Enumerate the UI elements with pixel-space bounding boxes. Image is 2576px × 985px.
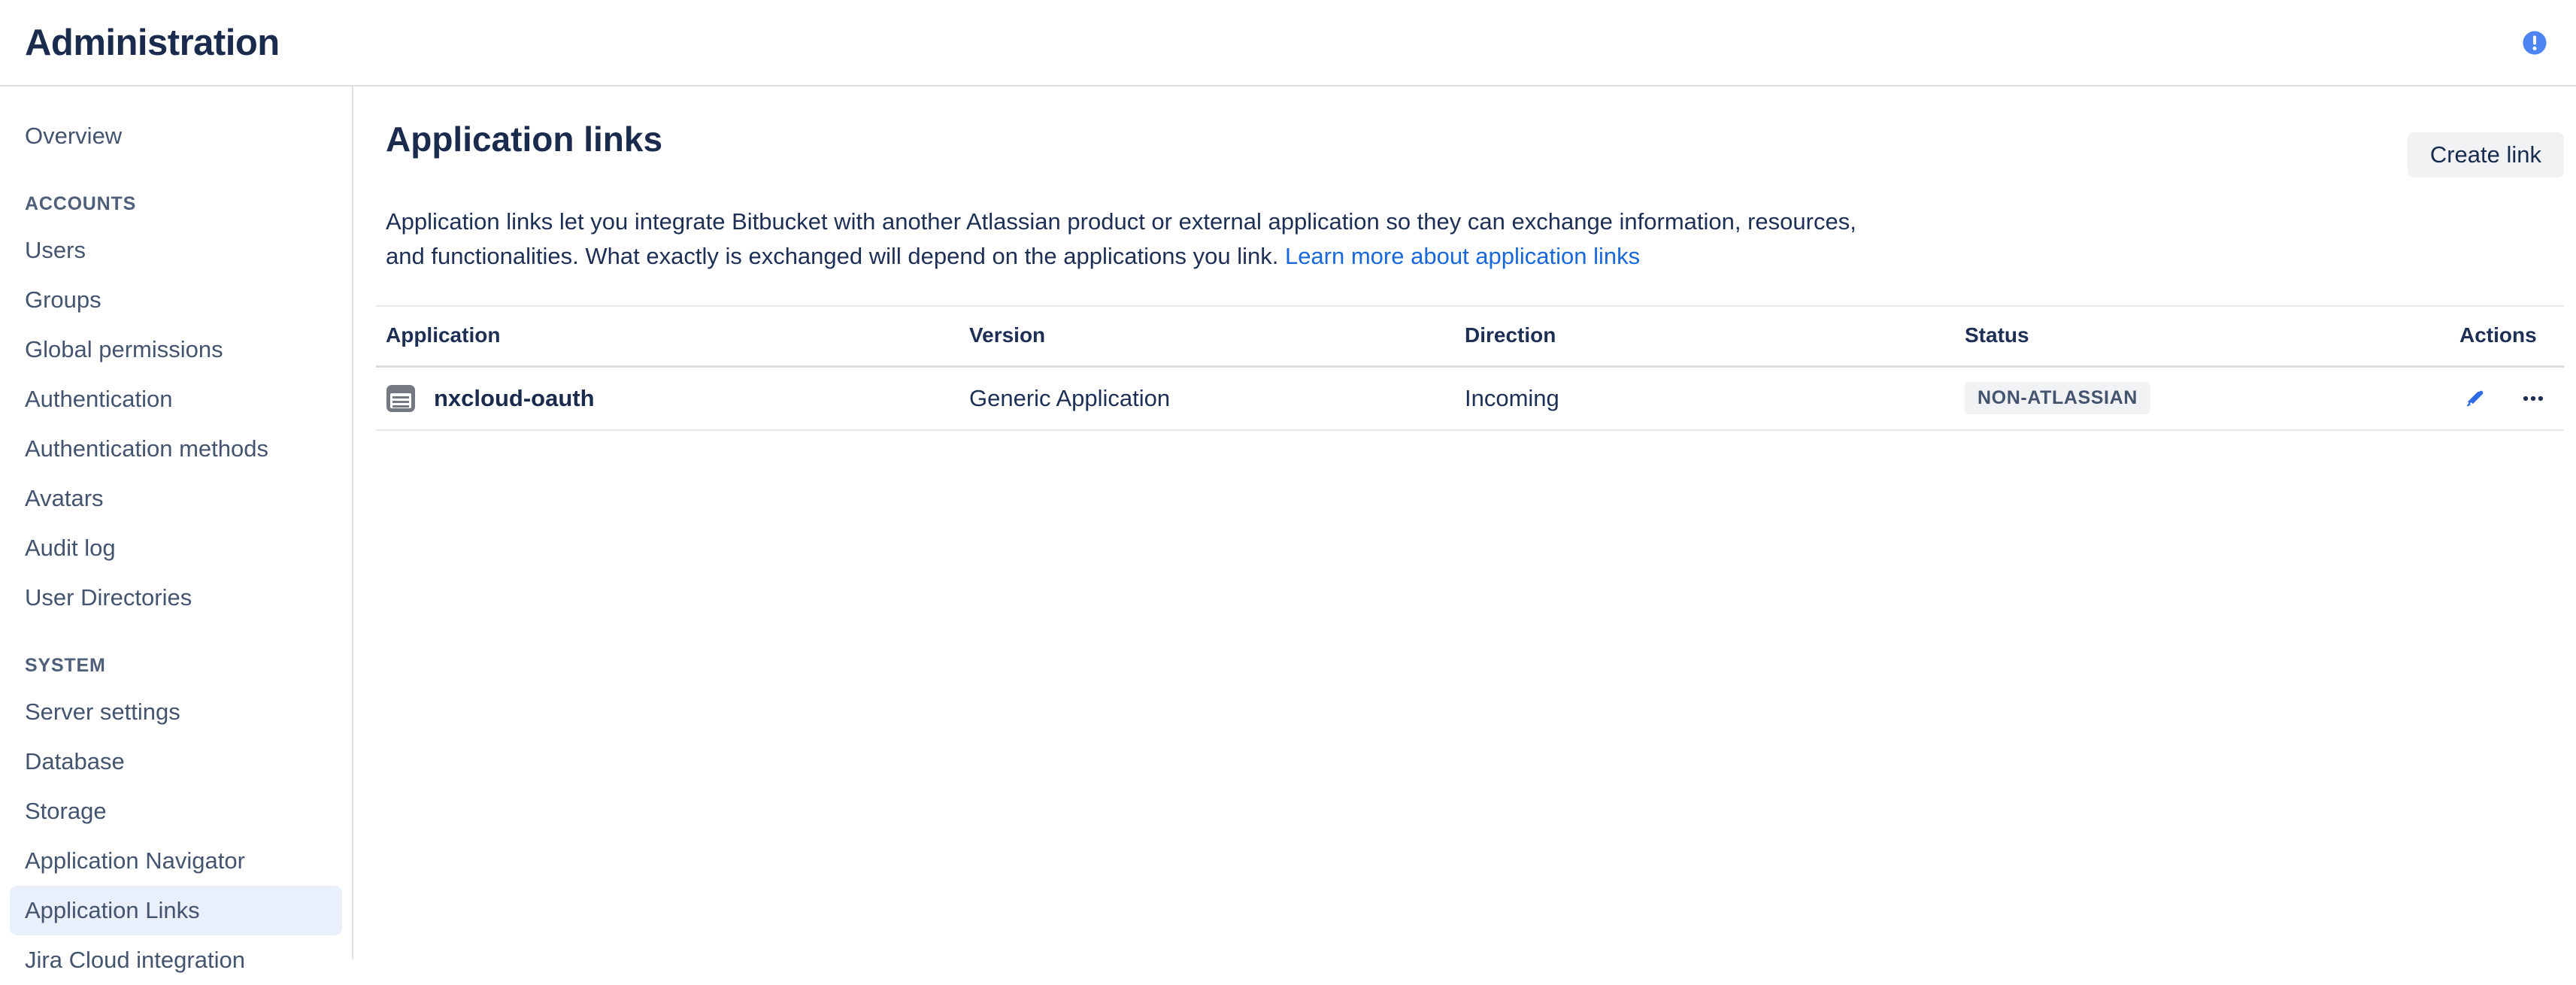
sidebar-item-application-links[interactable]: Application Links bbox=[10, 886, 342, 935]
application-links-table bbox=[376, 305, 2564, 431]
application-name-cell bbox=[386, 384, 959, 413]
page-header-row bbox=[386, 120, 2564, 177]
column-header-direction: Direction bbox=[1455, 306, 1955, 367]
actions-cell bbox=[2459, 385, 2564, 412]
sidebar-item-server-settings[interactable]: Server settings bbox=[25, 699, 180, 725]
info-circle-icon[interactable] bbox=[2522, 30, 2547, 56]
version-cell: Generic Application bbox=[959, 367, 1455, 430]
application-name: nxcloud-oauth bbox=[434, 384, 595, 411]
sidebar-item-authentication[interactable]: Authentication bbox=[25, 386, 173, 412]
sidebar-section-system: SYSTEM bbox=[25, 654, 106, 676]
page-body bbox=[0, 86, 2576, 973]
column-header-status: Status bbox=[1955, 306, 2450, 367]
description-line-2: and functionalities. What exactly is exchanged will depend on the applications you link. bbox=[386, 243, 1279, 269]
admin-sidebar bbox=[0, 86, 353, 973]
sidebar-item-overview[interactable]: Overview bbox=[25, 123, 123, 149]
edit-button[interactable] bbox=[2459, 385, 2487, 412]
pencil-edit-icon bbox=[2460, 386, 2486, 411]
app-title: Administration bbox=[25, 22, 280, 63]
sidebar-item-storage[interactable]: Storage bbox=[25, 798, 107, 824]
sidebar-item-groups[interactable]: Groups bbox=[25, 286, 102, 313]
page-description bbox=[386, 205, 2205, 274]
sidebar-item-users[interactable]: Users bbox=[25, 237, 86, 263]
ellipsis-more-icon bbox=[2520, 386, 2546, 411]
top-header bbox=[0, 0, 2576, 86]
column-header-version: Version bbox=[959, 306, 1455, 367]
table-header-row bbox=[376, 306, 2564, 367]
table-row bbox=[376, 367, 2564, 430]
generic-application-icon bbox=[386, 384, 416, 413]
sidebar-item-authentication-methods[interactable]: Authentication methods bbox=[25, 435, 268, 462]
sidebar-item-jira-cloud-integration[interactable]: Jira Cloud integration bbox=[25, 947, 245, 973]
learn-more-link[interactable]: Learn more about application links bbox=[1284, 243, 1641, 269]
sidebar-item-audit-log[interactable]: Audit log bbox=[25, 535, 116, 561]
description-line-1: Application links let you integrate Bitbucket with another Atlassian product or external application so they can exchange information, resources, bbox=[386, 208, 1856, 235]
sidebar-item-application-navigator[interactable]: Application Navigator bbox=[25, 847, 245, 874]
main-content bbox=[353, 86, 2576, 959]
sidebar-item-database[interactable]: Database bbox=[25, 748, 125, 774]
sidebar-item-user-directories[interactable]: User Directories bbox=[25, 584, 192, 611]
status-badge: NON-ATLASSIAN bbox=[1965, 382, 2150, 414]
column-header-application: Application bbox=[376, 306, 959, 367]
sidebar-section-accounts: ACCOUNTS bbox=[25, 192, 137, 214]
column-header-actions: Actions bbox=[2450, 306, 2564, 367]
more-actions-button[interactable] bbox=[2520, 385, 2547, 412]
sidebar-item-avatars[interactable]: Avatars bbox=[25, 485, 104, 511]
direction-cell: Incoming bbox=[1455, 367, 1955, 430]
page-title: Application links bbox=[386, 120, 663, 159]
sidebar-item-global-permissions[interactable]: Global permissions bbox=[25, 336, 223, 362]
create-link-button[interactable]: Create link bbox=[2408, 132, 2564, 177]
